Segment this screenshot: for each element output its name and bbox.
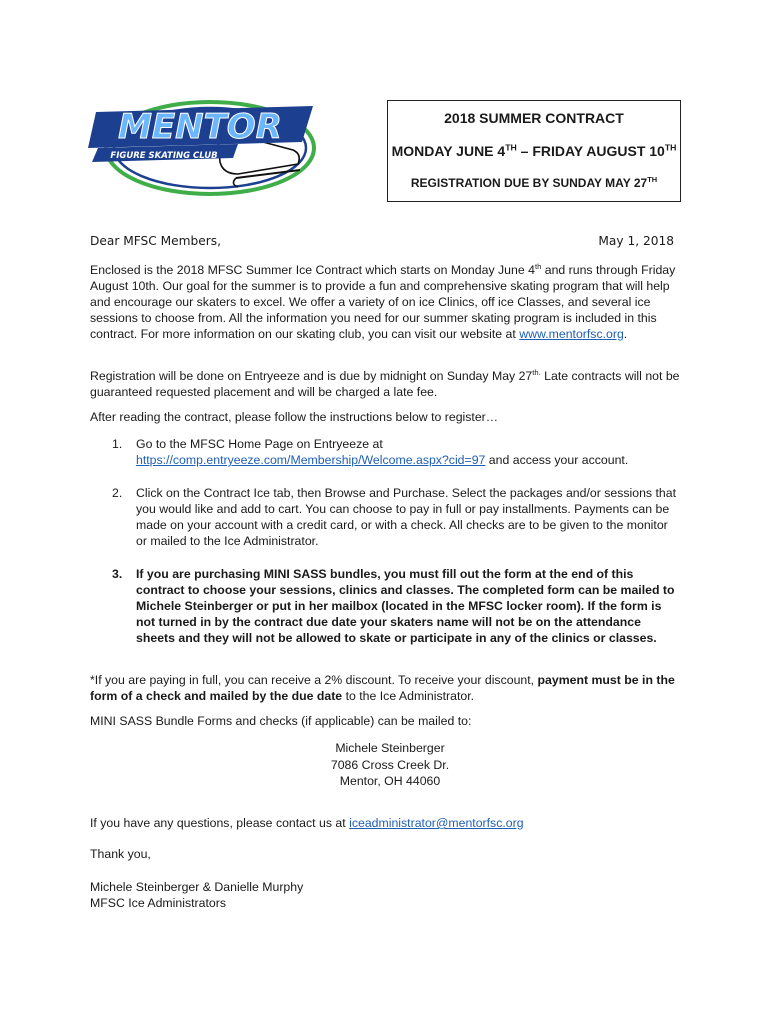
step-number: 1. bbox=[112, 437, 123, 451]
website-link[interactable]: www.mentorfsc.org bbox=[519, 327, 624, 341]
intro-paragraph: Enclosed is the 2018 MFSC Summer Ice Contract which starts on Monday June 4th and runs through Friday August 10th. Our goal for the summer is to provide a fun and comprehensive skating program that will help and encourage our skaters to excel. We offer a variety of on ice Clinics, off ice Classes, and several ice sessions to choose from. All the information you need for our summer skating program is included in this contract. For more information on our skating club, you can visit our website at www.mentorfsc.org. bbox=[90, 261, 676, 341]
signature-names: Michele Steinberger & Danielle Murphy bbox=[90, 880, 304, 894]
address-street: 7086 Cross Creek Dr. bbox=[330, 757, 450, 772]
address-name: Michele Steinberger bbox=[335, 741, 445, 755]
mentor-fsc-logo bbox=[88, 92, 318, 204]
logo-subtitle: FIGURE SKATING CLUB bbox=[110, 151, 218, 161]
registration-due: REGISTRATION DUE BY SUNDAY MAY 27TH bbox=[410, 175, 658, 190]
discount-paragraph: *If you are paying in full, you can receive a 2% discount. To receive your discount, payment must be in the form of a check and mailed by the due date to the Ice Administrator. bbox=[90, 673, 675, 703]
mailing-address bbox=[90, 740, 690, 790]
instructions-intro: After reading the contract, please follow the instructions below to register… bbox=[90, 410, 499, 424]
signature-title: MFSC Ice Administrators bbox=[90, 896, 226, 910]
questions-paragraph: If you have any questions, please contact us at iceadministrator@mentorfsc.org bbox=[90, 816, 524, 830]
entryeeze-link[interactable]: https://comp.entryeeze.com/Membership/Welcome.aspx?cid=97 bbox=[136, 453, 486, 467]
step-number: 3. bbox=[112, 567, 123, 581]
contract-header-box bbox=[387, 100, 681, 202]
step-text: If you are purchasing MINI SASS bundles, you must fill out the form at the end of this contract to choose your sessions, clinics and classes. The completed form can be mailed to Michele Steinberger or put in her mailbox (located in the MFSC locker room). If the form is not turned in by the contract due date your skaters name will not be on the attendance sheets and they will not be allowed to skate or participate in any of the clinics or classes. bbox=[136, 567, 675, 645]
logo-wordmark: MENTOR bbox=[118, 107, 282, 147]
contract-title: 2018 SUMMER CONTRACT bbox=[444, 110, 624, 126]
contract-dates: MONDAY JUNE 4TH – FRIDAY AUGUST 10TH bbox=[391, 142, 677, 159]
address-city: Mentor, OH 44060 bbox=[339, 774, 441, 788]
email-link[interactable]: iceadministrator@mentorfsc.org bbox=[349, 816, 524, 830]
salutation: Dear MFSC Members, bbox=[90, 234, 222, 248]
closing-thanks: Thank you, bbox=[90, 847, 151, 861]
letter-date: May 1, 2018 bbox=[598, 234, 674, 248]
registration-paragraph: Registration will be done on Entryeeze and is due by midnight on Sunday May $27^{th.}$ Late contracts will not be guaranteed requested placement and will be charged a late fee. bbox=[90, 367, 680, 399]
step-number: 2. bbox=[112, 486, 123, 500]
mail-intro: MINI SASS Bundle Forms and checks (if applicable) can be mailed to: bbox=[90, 714, 472, 728]
step-text: Go to the MFSC Home Page on Entryeeze at https://comp.entryeeze.com/Membership/Welcome.aspx?cid=97 and access your account. bbox=[136, 437, 629, 467]
step-text: Click on the Contract Ice tab, then Browse and Purchase. Select the packages and/or sessions that you would like and add to cart. You can choose to pay in full or pay installments. Payments can be made on your account with a credit card, or with a check. All checks are to be given to the monitor or mailed to the Ice Administrator. bbox=[136, 486, 677, 548]
